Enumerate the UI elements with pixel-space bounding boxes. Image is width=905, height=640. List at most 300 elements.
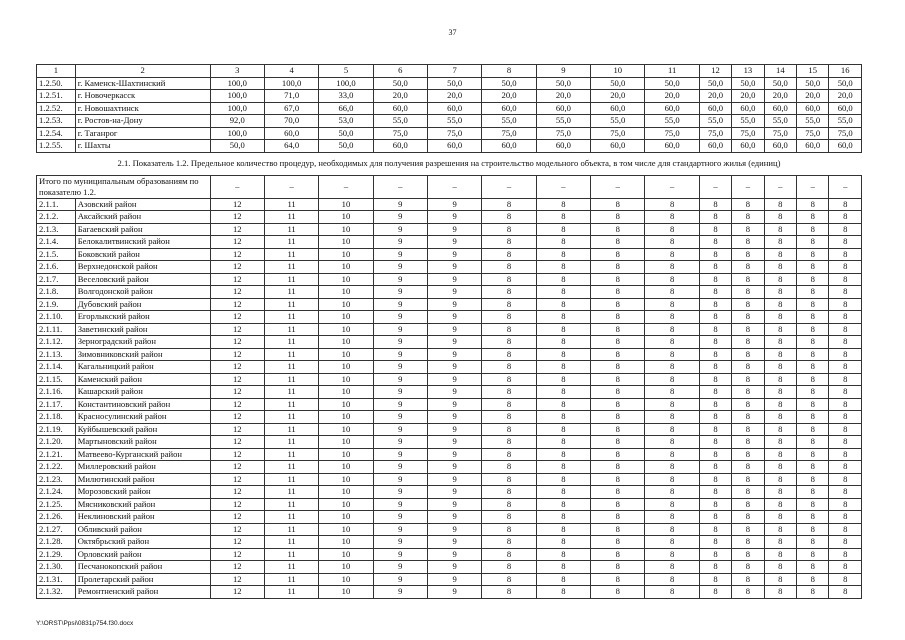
value-cell: 8: [829, 411, 862, 424]
value-cell: 20,0: [732, 90, 764, 103]
value-cell: 8: [536, 198, 590, 211]
column-number-cell: 14: [764, 65, 796, 78]
value-cell: 8: [732, 298, 764, 311]
value-cell: 20,0: [797, 90, 829, 103]
value-cell: 8: [732, 448, 764, 461]
value-cell: 60,0: [482, 102, 536, 115]
value-cell: 8: [645, 561, 699, 574]
row-name: г. Каменск-Шахтинский: [75, 77, 210, 90]
value-cell: 11: [264, 198, 318, 211]
value-cell: 8: [645, 273, 699, 286]
value-cell: 8: [699, 523, 731, 536]
value-cell: 8: [482, 573, 536, 586]
value-cell: 8: [591, 423, 645, 436]
value-cell: 8: [482, 311, 536, 324]
row-name: Каменский район: [75, 373, 210, 386]
value-cell: 8: [829, 248, 862, 261]
value-cell: 8: [645, 311, 699, 324]
column-number-cell: 4: [264, 65, 318, 78]
value-cell: 8: [536, 298, 590, 311]
value-cell: 8: [645, 461, 699, 474]
value-cell: 12: [210, 261, 264, 274]
value-cell: 8: [536, 398, 590, 411]
value-cell: 8: [591, 348, 645, 361]
value-cell: 8: [482, 248, 536, 261]
value-cell: 10: [319, 586, 373, 599]
row-code: 2.1.12.: [37, 336, 76, 349]
value-cell: 8: [536, 436, 590, 449]
value-cell: 12: [210, 223, 264, 236]
value-cell: 8: [829, 286, 862, 299]
value-cell: 11: [264, 373, 318, 386]
value-cell: 8: [797, 561, 829, 574]
value-cell: 12: [210, 211, 264, 224]
value-cell: 50,0: [764, 77, 796, 90]
table-row: [37, 211, 862, 224]
value-cell: 8: [645, 373, 699, 386]
value-cell: 8: [699, 323, 731, 336]
table-row: [37, 90, 862, 103]
value-cell: 64,0: [264, 140, 318, 153]
row-code: 2.1.9.: [37, 298, 76, 311]
value-cell: 8: [591, 473, 645, 486]
value-cell: –: [264, 175, 318, 198]
table-row: [37, 561, 862, 574]
value-cell: 8: [797, 411, 829, 424]
value-cell: 8: [829, 473, 862, 486]
value-cell: 60,0: [373, 102, 427, 115]
value-cell: 75,0: [536, 127, 590, 140]
value-cell: –: [645, 175, 699, 198]
value-cell: 8: [797, 473, 829, 486]
row-name: Веселовский район: [75, 273, 210, 286]
value-cell: 50,0: [732, 77, 764, 90]
value-cell: –: [732, 175, 764, 198]
value-cell: 75,0: [797, 127, 829, 140]
value-cell: 60,0: [797, 102, 829, 115]
row-code: 2.1.14.: [37, 361, 76, 374]
value-cell: 9: [428, 361, 482, 374]
value-cell: 9: [428, 448, 482, 461]
row-code: 2.1.5.: [37, 248, 76, 261]
value-cell: 8: [591, 361, 645, 374]
value-cell: 55,0: [699, 115, 731, 128]
value-cell: 8: [591, 461, 645, 474]
value-cell: 55,0: [829, 115, 862, 128]
row-code: 2.1.19.: [37, 423, 76, 436]
value-cell: –: [373, 175, 427, 198]
value-cell: 8: [732, 423, 764, 436]
row-code: 1.2.54.: [37, 127, 76, 140]
value-cell: 8: [591, 286, 645, 299]
value-cell: 60,0: [764, 102, 796, 115]
value-cell: 11: [264, 436, 318, 449]
value-cell: 8: [536, 261, 590, 274]
row-name: Заветинский район: [75, 323, 210, 336]
value-cell: 10: [319, 323, 373, 336]
value-cell: 8: [645, 511, 699, 524]
value-cell: 8: [482, 448, 536, 461]
value-cell: 9: [373, 298, 427, 311]
value-cell: 8: [764, 323, 796, 336]
value-cell: 8: [797, 461, 829, 474]
value-cell: 67,0: [264, 102, 318, 115]
value-cell: 8: [764, 261, 796, 274]
value-cell: 8: [699, 286, 731, 299]
value-cell: 8: [482, 298, 536, 311]
value-cell: 60,0: [699, 140, 731, 153]
value-cell: 50,0: [319, 140, 373, 153]
value-cell: 8: [797, 361, 829, 374]
value-cell: 9: [428, 461, 482, 474]
row-name: Дубовский район: [75, 298, 210, 311]
value-cell: 11: [264, 473, 318, 486]
value-cell: 66,0: [319, 102, 373, 115]
table-row: [37, 102, 862, 115]
value-cell: 12: [210, 273, 264, 286]
value-cell: 75,0: [645, 127, 699, 140]
value-cell: 12: [210, 398, 264, 411]
value-cell: 8: [764, 473, 796, 486]
value-cell: 8: [829, 398, 862, 411]
value-cell: 8: [482, 398, 536, 411]
table-row: [37, 198, 862, 211]
value-cell: 9: [428, 511, 482, 524]
value-cell: 8: [591, 486, 645, 499]
value-cell: 8: [699, 223, 731, 236]
value-cell: 11: [264, 586, 318, 599]
value-cell: 10: [319, 548, 373, 561]
value-cell: 8: [699, 448, 731, 461]
value-cell: 8: [699, 348, 731, 361]
value-cell: 8: [829, 461, 862, 474]
value-cell: 10: [319, 273, 373, 286]
value-cell: 8: [764, 561, 796, 574]
value-cell: 9: [373, 273, 427, 286]
value-cell: 8: [645, 586, 699, 599]
value-cell: 12: [210, 323, 264, 336]
value-cell: 71,0: [264, 90, 318, 103]
value-cell: 8: [645, 573, 699, 586]
value-cell: 8: [699, 561, 731, 574]
value-cell: 9: [428, 336, 482, 349]
value-cell: 8: [829, 548, 862, 561]
value-cell: 12: [210, 461, 264, 474]
indicator-table: [36, 64, 862, 599]
value-cell: 8: [536, 211, 590, 224]
value-cell: –: [319, 175, 373, 198]
value-cell: 55,0: [797, 115, 829, 128]
value-cell: 11: [264, 323, 318, 336]
value-cell: 9: [373, 436, 427, 449]
value-cell: 8: [732, 436, 764, 449]
table-row: [37, 298, 862, 311]
value-cell: 8: [732, 373, 764, 386]
value-cell: 20,0: [829, 90, 862, 103]
value-cell: 8: [645, 448, 699, 461]
value-cell: 8: [645, 223, 699, 236]
value-cell: 12: [210, 523, 264, 536]
value-cell: 60,0: [591, 102, 645, 115]
value-cell: 8: [732, 198, 764, 211]
value-cell: 10: [319, 536, 373, 549]
table-row: [37, 77, 862, 90]
value-cell: 8: [732, 361, 764, 374]
value-cell: 12: [210, 473, 264, 486]
value-cell: 9: [428, 573, 482, 586]
value-cell: 9: [428, 423, 482, 436]
value-cell: –: [428, 175, 482, 198]
value-cell: 8: [732, 411, 764, 424]
value-cell: 10: [319, 261, 373, 274]
value-cell: 8: [645, 523, 699, 536]
value-cell: 8: [829, 423, 862, 436]
table-row: [37, 115, 862, 128]
value-cell: 8: [764, 361, 796, 374]
value-cell: 8: [645, 286, 699, 299]
value-cell: 60,0: [829, 140, 862, 153]
value-cell: 8: [732, 548, 764, 561]
value-cell: 8: [764, 536, 796, 549]
value-cell: 8: [482, 273, 536, 286]
value-cell: 8: [732, 586, 764, 599]
value-cell: 60,0: [764, 140, 796, 153]
value-cell: 9: [428, 411, 482, 424]
table-row: [37, 323, 862, 336]
value-cell: 8: [797, 436, 829, 449]
value-cell: 8: [764, 511, 796, 524]
value-cell: 8: [732, 261, 764, 274]
value-cell: 50,0: [482, 77, 536, 90]
value-cell: 8: [764, 198, 796, 211]
value-cell: 8: [591, 448, 645, 461]
value-cell: 8: [699, 423, 731, 436]
value-cell: 8: [482, 236, 536, 249]
value-cell: 8: [536, 573, 590, 586]
value-cell: –: [829, 175, 862, 198]
value-cell: 60,0: [732, 102, 764, 115]
row-code: 2.1.2.: [37, 211, 76, 224]
value-cell: 8: [699, 486, 731, 499]
value-cell: 10: [319, 248, 373, 261]
value-cell: 8: [482, 323, 536, 336]
value-cell: 8: [797, 323, 829, 336]
value-cell: 9: [428, 223, 482, 236]
value-cell: 8: [591, 523, 645, 536]
value-cell: 9: [428, 211, 482, 224]
value-cell: 9: [373, 448, 427, 461]
value-cell: 8: [536, 548, 590, 561]
value-cell: 9: [428, 473, 482, 486]
value-cell: 8: [645, 411, 699, 424]
table-row: [37, 223, 862, 236]
value-cell: 20,0: [591, 90, 645, 103]
value-cell: 12: [210, 586, 264, 599]
value-cell: 8: [797, 448, 829, 461]
column-number-cell: 5: [319, 65, 373, 78]
row-code: 2.1.11.: [37, 323, 76, 336]
value-cell: 8: [699, 398, 731, 411]
table-row: [37, 398, 862, 411]
value-cell: 8: [797, 586, 829, 599]
value-cell: 8: [699, 498, 731, 511]
value-cell: 55,0: [536, 115, 590, 128]
column-number-cell: 12: [699, 65, 731, 78]
value-cell: 8: [764, 348, 796, 361]
value-cell: 12: [210, 248, 264, 261]
row-name: Куйбышевский район: [75, 423, 210, 436]
value-cell: 8: [797, 336, 829, 349]
value-cell: 8: [764, 223, 796, 236]
value-cell: 9: [373, 473, 427, 486]
value-cell: 8: [764, 436, 796, 449]
row-name: Неклиновский район: [75, 511, 210, 524]
value-cell: 8: [764, 248, 796, 261]
row-name: Азовский район: [75, 198, 210, 211]
value-cell: 8: [829, 586, 862, 599]
value-cell: 10: [319, 211, 373, 224]
value-cell: 10: [319, 448, 373, 461]
value-cell: 8: [536, 448, 590, 461]
value-cell: 75,0: [732, 127, 764, 140]
row-code: 2.1.32.: [37, 586, 76, 599]
value-cell: 10: [319, 336, 373, 349]
value-cell: 9: [373, 323, 427, 336]
value-cell: 8: [645, 436, 699, 449]
value-cell: 33,0: [319, 90, 373, 103]
value-cell: 9: [373, 198, 427, 211]
value-cell: 8: [645, 236, 699, 249]
row-name: Верхнедонской район: [75, 261, 210, 274]
value-cell: 10: [319, 423, 373, 436]
value-cell: 8: [645, 248, 699, 261]
row-code: 2.1.8.: [37, 286, 76, 299]
value-cell: 20,0: [536, 90, 590, 103]
value-cell: 8: [536, 486, 590, 499]
value-cell: 8: [764, 336, 796, 349]
table-row: [37, 423, 862, 436]
value-cell: 9: [373, 523, 427, 536]
value-cell: 10: [319, 573, 373, 586]
value-cell: 9: [428, 348, 482, 361]
value-cell: 12: [210, 548, 264, 561]
value-cell: 12: [210, 423, 264, 436]
value-cell: 10: [319, 461, 373, 474]
row-code: 2.1.13.: [37, 348, 76, 361]
value-cell: 8: [732, 336, 764, 349]
value-cell: 8: [536, 286, 590, 299]
value-cell: 9: [373, 286, 427, 299]
value-cell: 8: [536, 248, 590, 261]
table-row: [37, 536, 862, 549]
row-name: Красносулинский район: [75, 411, 210, 424]
value-cell: 60,0: [536, 102, 590, 115]
value-cell: 8: [764, 298, 796, 311]
value-cell: 20,0: [764, 90, 796, 103]
value-cell: 8: [645, 486, 699, 499]
value-cell: 8: [536, 536, 590, 549]
total-row: [37, 175, 862, 198]
value-cell: 11: [264, 548, 318, 561]
value-cell: 11: [264, 273, 318, 286]
value-cell: 8: [764, 411, 796, 424]
value-cell: 8: [536, 386, 590, 399]
table-row: [37, 248, 862, 261]
value-cell: 8: [482, 586, 536, 599]
table-row: [37, 486, 862, 499]
value-cell: 8: [699, 211, 731, 224]
value-cell: 8: [764, 486, 796, 499]
value-cell: 8: [482, 336, 536, 349]
value-cell: 10: [319, 486, 373, 499]
value-cell: 8: [482, 561, 536, 574]
value-cell: 10: [319, 498, 373, 511]
value-cell: 8: [699, 511, 731, 524]
value-cell: 9: [428, 561, 482, 574]
value-cell: 11: [264, 361, 318, 374]
value-cell: 9: [373, 461, 427, 474]
value-cell: 11: [264, 236, 318, 249]
value-cell: 8: [732, 236, 764, 249]
value-cell: 9: [373, 336, 427, 349]
value-cell: 8: [699, 548, 731, 561]
value-cell: –: [536, 175, 590, 198]
page-number: 37: [448, 28, 457, 37]
row-name: г. Таганрог: [75, 127, 210, 140]
value-cell: 10: [319, 386, 373, 399]
value-cell: 8: [591, 498, 645, 511]
value-cell: 8: [482, 261, 536, 274]
value-cell: 8: [829, 523, 862, 536]
value-cell: 50,0: [428, 77, 482, 90]
table-row: [37, 336, 862, 349]
value-cell: 8: [797, 236, 829, 249]
value-cell: 12: [210, 561, 264, 574]
value-cell: 11: [264, 211, 318, 224]
value-cell: 8: [536, 461, 590, 474]
value-cell: 8: [764, 498, 796, 511]
value-cell: 8: [536, 411, 590, 424]
value-cell: 55,0: [591, 115, 645, 128]
value-cell: 60,0: [591, 140, 645, 153]
column-number-row: [37, 65, 862, 78]
column-number-cell: 11: [645, 65, 699, 78]
value-cell: 8: [645, 298, 699, 311]
value-cell: 8: [482, 211, 536, 224]
value-cell: 10: [319, 311, 373, 324]
value-cell: 8: [732, 573, 764, 586]
row-name: Егорлыкский район: [75, 311, 210, 324]
value-cell: 8: [482, 386, 536, 399]
value-cell: 8: [732, 561, 764, 574]
value-cell: 75,0: [829, 127, 862, 140]
row-name: Октябрьский район: [75, 536, 210, 549]
value-cell: 8: [645, 536, 699, 549]
value-cell: 8: [732, 486, 764, 499]
value-cell: 9: [428, 486, 482, 499]
value-cell: 8: [732, 273, 764, 286]
value-cell: 8: [732, 511, 764, 524]
value-cell: 8: [536, 511, 590, 524]
column-number-cell: 13: [732, 65, 764, 78]
value-cell: 8: [732, 286, 764, 299]
value-cell: 9: [428, 198, 482, 211]
value-cell: 9: [373, 311, 427, 324]
value-cell: 75,0: [482, 127, 536, 140]
value-cell: 8: [829, 448, 862, 461]
value-cell: 8: [591, 573, 645, 586]
value-cell: 8: [829, 436, 862, 449]
